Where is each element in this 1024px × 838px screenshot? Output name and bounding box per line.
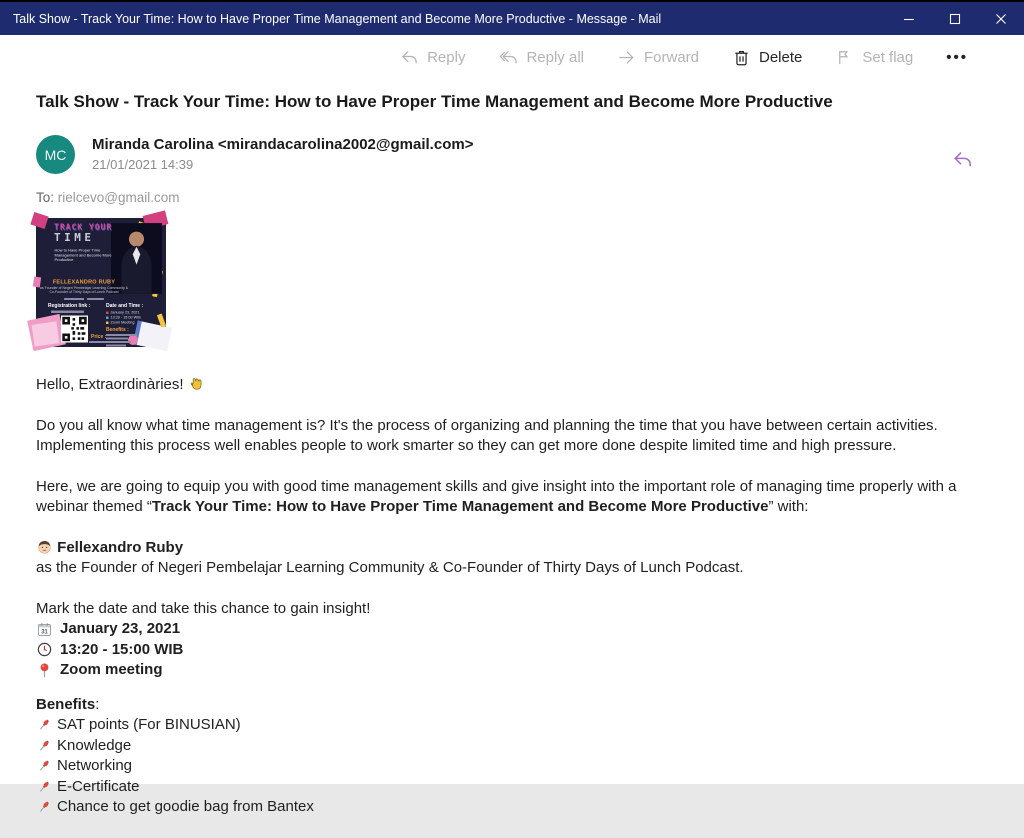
to-label: To: [36,190,55,205]
set-flag-label: Set flag [862,48,914,66]
set-flag-button[interactable] [835,48,913,67]
sender-avatar[interactable]: MC [36,135,75,174]
poster-datetime-list [106,310,141,325]
poster-title-line2: TIME [54,231,95,244]
forward-label: Forward [643,48,699,66]
reply-icon [400,48,419,67]
greeting-line [36,374,971,396]
benefit-text: Networking [57,757,133,774]
reply-label: Reply [427,48,466,66]
reply-button[interactable] [400,48,465,67]
poster-deco-eraser [128,335,138,345]
poster-benefit-bar [106,341,131,343]
event-time-line [36,640,988,661]
poster-subtitle: How to Have Proper Time Management and Become More Productive [54,248,112,262]
mail-body [36,374,988,838]
poster-benefit-bar [106,334,137,336]
pushpin-icon [36,758,52,774]
close-button[interactable] [978,2,1024,35]
poster-date-text: January 23, 2021 [110,310,140,315]
event-block [36,599,988,681]
speaker-name: Fellexandro Ruby [57,538,184,556]
event-place-text: Zoom meeting [60,661,163,678]
calendar-icon [36,621,53,638]
benefits-list [36,715,988,818]
delete-label: Delete [759,48,803,66]
poster-qr-code [61,316,88,343]
sender-email: <mirandacarolina2002@gmail.com> [217,136,474,153]
paragraph-webinar [36,477,971,518]
poster-datetime-label: Date and Time : [106,303,144,309]
reply-all-button[interactable] [498,48,584,67]
benefit-text: Chance to get goodie bag from Bantex [57,798,314,815]
benefit-item [36,756,988,777]
benefit-item [36,736,988,757]
poster-place-text: Zoom Meeting [110,320,135,325]
svg-text:31: 31 [41,629,48,636]
webinar-title-bold: Track Your Time: How to Have Proper Time Management and Become More Productive [151,498,769,515]
poster-registration-link-bar [51,311,84,314]
titlebar [0,0,1024,35]
poster-datetime-item [106,320,141,325]
message-content [0,92,1024,838]
benefit-text: Knowledge [57,736,132,754]
message-toolbar [0,35,1024,79]
benefits-title: Benefits [36,695,96,713]
minimize-icon [903,13,915,25]
webinar-text-suffix: ” with: [768,498,809,515]
window-title: Talk Show - Track Your Time: How to Have Proper Time Management and Become More Productive - Message - Mail [13,11,662,26]
sender-name: Miranda Carolina [92,136,214,153]
minimize-button[interactable] [886,2,932,35]
speaker-name-line [36,538,988,559]
poster-bullet-icon [106,311,109,314]
poster-title-line1: TRACK YOUR [54,222,113,232]
poster-bullet-icon [106,321,109,324]
poster-registration-label: Registration link : [48,303,91,309]
benefit-text: E-Certificate [57,777,140,795]
delete-button[interactable] [732,48,802,67]
poster-deco-paper-sheet [32,321,60,346]
poster-benefit-bar [106,345,126,347]
event-place-line [36,660,988,681]
replied-status-icon [950,149,976,173]
round-pushpin-icon [36,662,53,679]
sender-row [36,135,988,174]
pushpin-icon [36,779,52,795]
pushpin-icon [36,717,52,733]
poster-speaker-desc: as Founder of Negeri Pembelajar Learning Community & Co-Founder of Thirty Days of Lunch Podcast [39,286,129,294]
sender-info [92,135,473,174]
benefits-colon: : [95,695,100,713]
reply-all-icon [498,48,518,67]
poster-price-label: Price : [91,334,107,340]
webinar-text-prefix: Here, we are going to equip you with good time management skills and give insight into the important role of managing time properly with a webinar themed “ [36,477,957,515]
benefit-item [36,797,988,818]
message-date: 21/01/2021 14:39 [92,157,194,172]
poster-deco-topleft [30,212,48,229]
flag-icon [835,48,854,67]
clock-icon [36,641,53,658]
maximize-button[interactable] [932,2,978,35]
benefits-header [36,695,988,716]
recipient-line [36,190,988,205]
waving-hand-icon [188,374,206,392]
poster-bullet-icon [106,316,109,319]
message-subject: Talk Show - Track Your Time: How to Have Proper Time Management and Become More Productive [36,92,833,111]
man-emoji-icon [36,538,53,555]
speaker-block [36,538,988,579]
mark-date-line: Mark the date and take this chance to gain insight! [36,599,371,617]
pushpin-icon [36,738,52,754]
maximize-icon [949,13,961,25]
poster-social-bar2 [87,298,104,300]
poster-benefit-bar [106,338,128,340]
poster-benefits-label: Benefits : [106,327,129,333]
event-time-text: 13:20 - 15:00 WIB [60,640,184,658]
benefit-item [36,777,988,798]
embedded-poster-image[interactable] [36,218,166,347]
reply-all-label: Reply all [526,48,584,66]
delete-icon [732,48,751,67]
more-actions-button[interactable]: ••• [946,48,968,66]
poster-social-bar [64,298,84,300]
benefit-item [36,715,988,736]
forward-button[interactable] [617,48,699,67]
poster-time-text: 13:20 - 15:00 WIB [110,315,141,320]
sender-name-line [92,136,473,153]
to-email[interactable]: rielcevo@gmail.com [57,190,180,205]
benefit-text: SAT points (For BINUSIAN) [57,716,241,733]
forward-icon [617,48,636,67]
event-date-text: January 23, 2021 [60,620,181,637]
poster-speaker-name: FELLEXANDRO RUBY [52,279,116,285]
greeting-text: Hello, Extraordinàries! [36,376,184,393]
window-controls [886,2,1024,35]
event-date-line [36,619,988,640]
close-icon [995,13,1007,25]
paragraph-definition: Do you all know what time management is? It's the process of organizing and planning the time that you have between certain activities. Implementing this process well enables people to work smarter so they can get more done despite limited time and high pressure. [36,416,938,454]
poster-art [36,218,166,347]
speaker-role: as the Founder of Negeri Pembelajar Learning Community & Co-Founder of Thirty Days of Lunch Podcast. [36,559,744,576]
pushpin-icon [36,799,52,815]
